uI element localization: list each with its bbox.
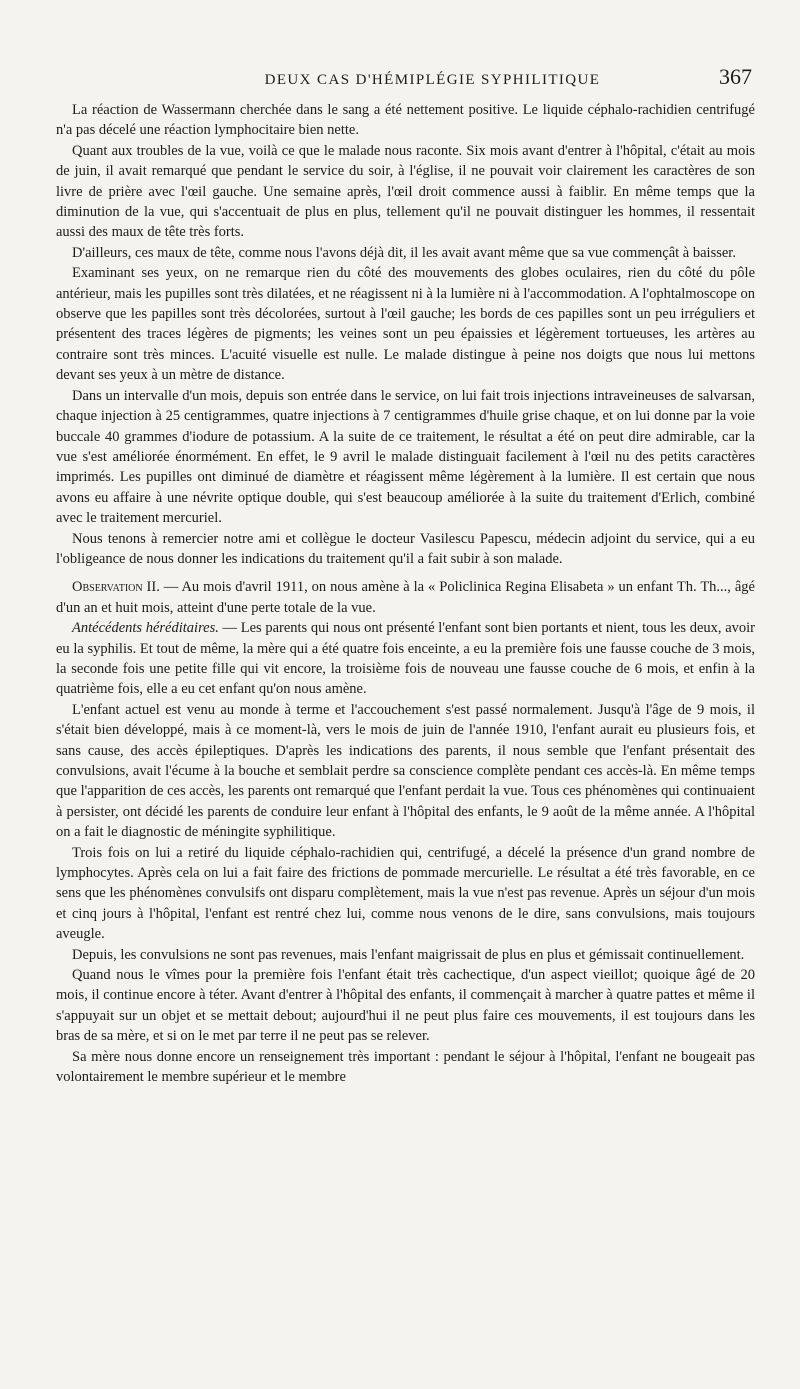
paragraph [56,945,755,965]
page-number: 367 [719,64,752,89]
paragraph-text: Trois fois on lui a retiré du liquide céphalo-rachidien qui, centrifugé, a décelé la présence d'un grand nombre de lymphocytes. Après cela on lui a fait faire des frictions de pommade mercurielle. Le résultat a été très favorable, en ce sens que les phénomènes convulsifs ont disparu complètement, mais la vue n'est pas revenue. Après un séjour d'un mois et cinq jours à l'hôpital, l'enfant est rentré chez lui, comme nous venons de le dire, sans convulsions, mais toujours aveugle. [56,844,755,943]
page-header [56,64,752,90]
paragraph [56,1047,755,1088]
paragraph-text: Quant aux troubles de la vue, voilà ce que le malade nous raconte. Six mois avant d'entrer à l'hôpital, c'était au mois de juin, il avait remarqué que pendant le service du soir, à l'église, il ne pouvait voir clairement les caractères de son livre de prière avec l'œil gauche. Une semaine après, l'œil droit commence aussi à faiblir. En même temps que la diminution de la vue, qui s'accentuait de plus en plus, tellement qu'il ne pouvait distinguer les hommes, il ressentait aussi des maux de tête très forts. [56,142,755,241]
body-text [56,100,755,1088]
paragraph-text: Dans un intervalle d'un mois, depuis son entrée dans le service, on lui fait trois injections intraveineuses de salvarsan, chaque injection à 25 centigrammes, quatre injections à 7 centigrammes d'huile grise chaque, et on lui donne par la voie buccale 40 grammes d'iodure de potassium. A la suite de ce traitement, le résultat a été on peut dire admirable, car la vue s'est améliorée énormément. En effet, le 9 avril le malade distinguait facilement à l'œil nu des petits caractères imprimés. Les pupilles ont diminué de diamètre et réagissent même légèrement à la lumière. Il est certain que nous avons eu affaire à une névrite optique double, qui s'est beaucoup améliorée à la suite du traitement d'Erlich, combiné avec le traitement mercuriel. [56,387,755,527]
paragraph [56,843,755,945]
paragraph [56,100,755,141]
paragraph [56,618,755,700]
paragraph-text: Nous tenons à remercier notre ami et collègue le docteur Vasilescu Papescu, médecin adjoint du service, qui a eu l'obligeance de nous donner les indications du traitement qu'il a fait subir à son malade. [56,530,755,567]
paragraph-text: — Au mois d'avril 1911, on nous amène à la « Policlinica Regina Elisabeta » un enfant Th. Th..., âgé d'un an et huit mois, atteint d'une perte totale de la vue. [56,579,755,616]
paragraph-lead: Antécédents héréditaires. [72,620,219,637]
paragraph [56,263,755,385]
paragraph [56,700,755,843]
paragraph [56,141,755,243]
paragraph-text: Depuis, les convulsions ne sont pas revenues, mais l'enfant maigrissait de plus en plus et gémissait continuellement. [72,946,745,963]
paragraph [56,529,755,570]
paragraph-text: L'enfant actuel est venu au monde à terme et l'accouchement s'est passé normalement. Jusqu'à l'âge de 9 mois, il s'était bien développé, mais à ce moment-là, vers le mois de juin de l'année 1910, l'enfant aurait eu plusieurs fois, et sans cause, des accès épileptiques. D'après les indications des parents, il nous semble que l'enfant présentait des convulsions, avait l'écume à la bouche et semblait perdre sa conscience complète pendant ces accès-là. En même temps que l'apparition de ces accès, les parents ont remarqué que l'enfant perdait la vue. Tous ces phénomènes qui continuaient à persister, ont décidé les parents de conduire leur enfant à l'hôpital des enfants, le 9 août de la même année. A l'hôpital on a fait le diagnostic de méningite syphilitique. [56,701,755,841]
paragraph-text: D'ailleurs, ces maux de tête, comme nous l'avons déjà dit, il les avait avant même que sa vue commençât à baisser. [72,244,736,261]
running-head: DEUX CAS D'HÉMIPLÉGIE SYPHILITIQUE [264,72,601,88]
paragraph [56,577,755,618]
paragraph-text: Quand nous le vîmes pour la première fois l'enfant était très cachectique, d'un aspect vieillot; quoique âgé de 20 mois, il continue encore à téter. Avant d'entrer à l'hôpital des enfants, il commençait à marcher à quatre pattes et même il s'appuyait sur un objet et se mettait debout; aujourd'hui il ne peut plus faire ces mouvements, il est toujours dans les bras de sa mère, et si on le met par terre il ne peut pas se relever. [56,967,755,1045]
paragraph [56,386,755,529]
paragraph-text: — Les parents qui nous ont présenté l'enfant sont bien portants et nient, tous les deux, avoir eu la syphilis. Et tout de même, la mère qui a été quatre fois enceinte, a eu la première fois une fausse couche de 3 mois, la seconde fois une petite fille qui vit encore, la troisième fois de nouveau une fausse couche de 6 mois, et enfin à la quatrième fois, elle a eu cet enfant qu'on nous amène. [56,620,756,698]
paragraph [56,243,755,263]
paragraph-text: Sa mère nous donne encore un renseignement très important : pendant le séjour à l'hôpital, l'enfant ne bougeait pas volontairement le membre supérieur et le membre [56,1048,755,1086]
paragraph-lead: Observation II. [72,579,160,596]
paragraph-text: Examinant ses yeux, on ne remarque rien du côté des mouvements des globes oculaires, rien du côté du pôle antérieur, mais les pupilles sont très dilatées, et ne réagissent ni à la lumière ni à l'accommodation. A l'ophtalmoscope on observe que les papilles sont très décolorées, surtout à l'œil gauche; les bords de ces papilles sont un peu irréguliers et présentent des traces légères de pigments; les veines sont un peu épaissies et légèrement tortueuses, les artères au contraire sont très minces. L'acuité visuelle est nulle. Le malade distingue à peine nos doigts que nous lui mettons devant ses yeux à un mètre de distance. [56,265,755,384]
paragraph-text: La réaction de Wassermann cherchée dans le sang a été nettement positive. Le liquide céphalo-rachidien centrifugé n'a pas décelé une réaction lymphocitaire bien nette. [56,102,755,139]
paragraph [56,965,755,1047]
